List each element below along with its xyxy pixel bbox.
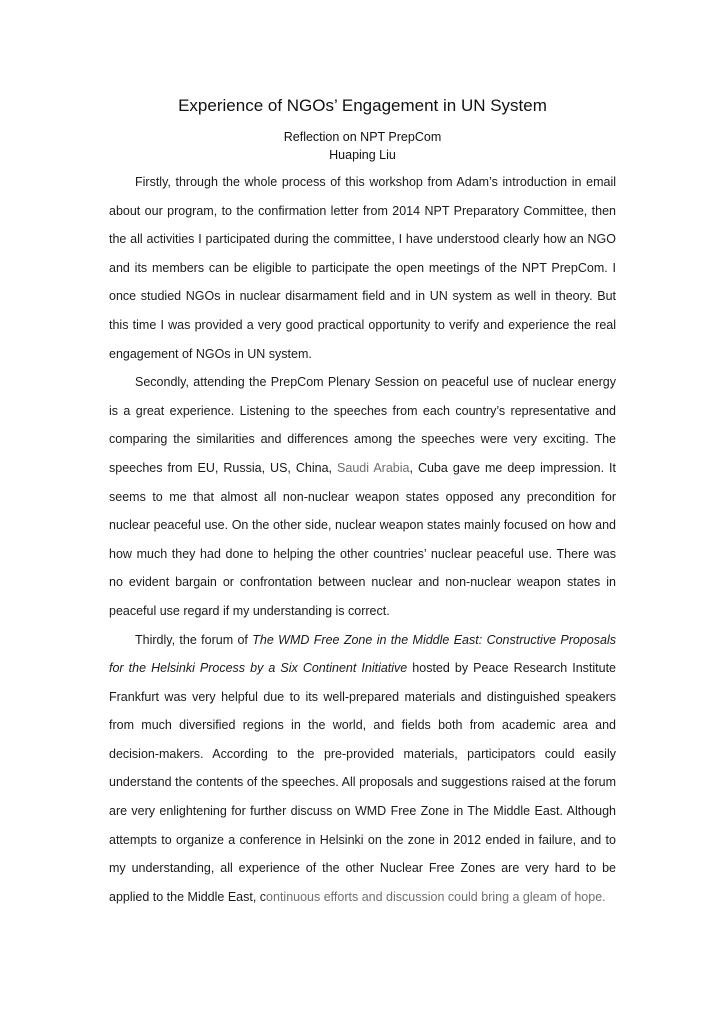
document-title: Experience of NGOs’ Engagement in UN System: [178, 96, 547, 115]
paragraph-3-text-a: Thirdly, the forum of: [135, 632, 253, 647]
paragraph-2-text-b: , Cuba gave me deep impression. It seems to me that almost all non-nuclear weapon states opposed any precondition for nuclear peaceful use. On the other side, nuclear weapon states mainly focused on how and how much they had done to helping the other countries’ nuclear peaceful use. There was no evident bargain or confrontation between nuclear and non-nuclear weapon states in peaceful use regard if my understanding is correct.: [109, 460, 616, 618]
paragraph-3-italic-title: The WMD Free Zone in the Middle East: Constructive Proposals for the Helsinki Process by a Six Continent Initiative: [109, 632, 616, 676]
paragraph-2-text-a: Secondly, attending the PrepCom Plenary Session on peaceful use of nuclear energy is a great experience. Listening to the speeches from each country’s representative and comparing the similarities and differences among the speeches were very exciting. The speeches from EU, Russia, US, China,: [109, 375, 616, 475]
paragraph-3-grey-text: ontinuous efforts and discussion could bring a gleam of hope.: [266, 889, 606, 904]
document-author: Huaping Liu: [329, 148, 396, 162]
document-subtitle: Reflection on NPT PrepCom: [283, 130, 442, 144]
paragraph-3: [109, 626, 616, 912]
paragraph-2: [109, 368, 616, 625]
paragraph-2-grey-text: Saudi Arabia: [337, 460, 410, 475]
document-body: [109, 168, 616, 911]
paragraph-3-text-b: hosted by Peace Research Institute Frankfurt was very helpful due to its well-prepared materials and distinguished speakers from much diversified regions in the world, and fields both from academic area and decision-makers. According to the pre-provided materials, participators could easily understand the contents of the speeches. All proposals and suggestions raised at the forum are very enlightening for further discuss on WMD Free Zone in The Middle East. Although attempts to organize a conference in Helsinki on the zone in 2012 ended in failure, and to my understanding, all experience of the other Nuclear Free Zones are very hard to be applied to the Middle East, c: [109, 661, 617, 904]
paragraph-1: Firstly, through the whole process of this workshop from Adam’s introduction in email about our program, to the confirmation letter from 2014 NPT Preparatory Committee, then the all activities I participated during the committee, I have understood clearly how an NGO and its members can be eligible to participate the open meetings of the NPT PrepCom. I once studied NGOs in nuclear disarmament field and in UN system as well in theory. But this time I was provided a very good practical opportunity to verify and experience the real engagement of NGOs in UN system.: [109, 175, 616, 361]
